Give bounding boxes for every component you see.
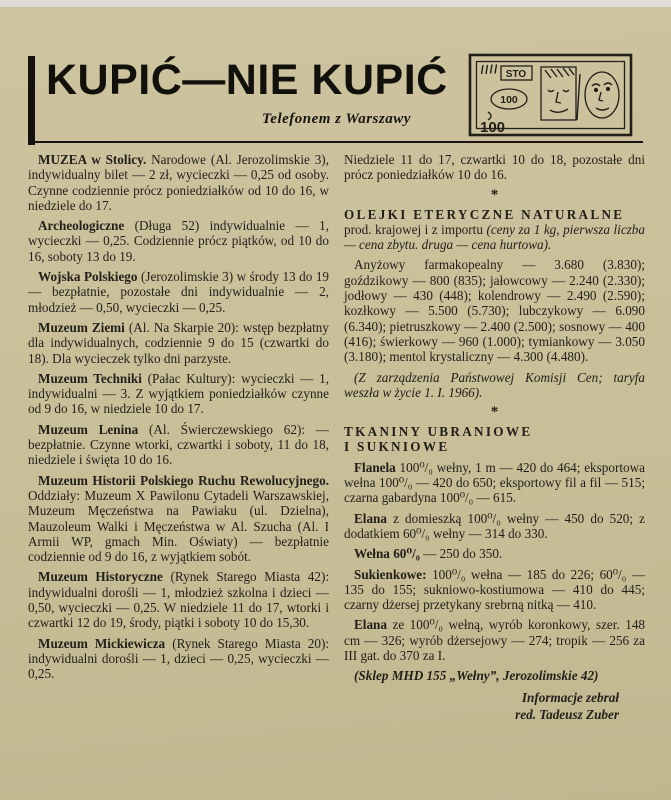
fabric-paragraph: [344, 567, 645, 613]
credits-block: [344, 689, 645, 723]
oils-intro-paragraph: [344, 207, 645, 253]
museums-paragraph: [28, 269, 329, 315]
paragraph-text: Oddziały: Muzeum X Pawilonu Cytadeli Warszawskiej, Muzeum Męczeństwa na Pawiaku (ul. Dzielna), Mauzoleum Walki i Męczeństwa w Al. Szucha (Al. I Armii WP, gmach Min. Oświaty) — bezpłatnie codziennie od 9 do 16, z wyjątkiem sobót.: [28, 487, 329, 565]
paragraph-lead: Flanela: [354, 459, 396, 475]
museums-paragraph: [28, 218, 329, 264]
stamp-face-right-outline: [585, 72, 619, 118]
paragraph-text: ze 100⁰/₀ wełną, wyrób koronkowy, szer. 148 cm — 326; wyrób dżersejowy — 274; tropik — 256 za III gat. do 370 za I.: [344, 617, 646, 664]
stamp-sto-label: STO: [505, 69, 527, 80]
header-divider: [28, 141, 643, 143]
paragraph-text: Narodowe (Al. Jerozolimskie 3), indywidualny bilet — 2 zł, wycieczki — 0,25 od osoby. Czynne codziennie prócz poniedziałków od 10 do 16, w niedziele do 17.: [28, 152, 329, 213]
paragraph-lead: Elana: [354, 510, 387, 526]
paragraph-text: 100⁰/₀ wełna — 185 do 226; 60⁰/₀ — 135 do 155; sukniowo-kostiumowa — 410 do 445; czarny dżersej przetykany srebrną nitką — 410.: [344, 566, 646, 613]
stamp-100-oval-label: 100: [500, 94, 518, 106]
paragraph-lead: MUZEA w Stolicy.: [38, 152, 147, 167]
museums-paragraph: [28, 473, 329, 565]
paragraph-text: (Jerozolimskie 3) w środy 13 do 19 — bezpłatnie, pozostałe dni indywidualnie — 2, młodzież — 0,50, wycieczki — 0,25.: [28, 269, 330, 315]
shop-note: (Sklep MHD 155 „Wełny”, Jerozolimskie 42): [354, 668, 599, 684]
credits-line1: Informacje zebrał: [521, 689, 619, 705]
paragraph-text: — 250 do 350.: [423, 546, 503, 562]
museums-paragraph: [28, 152, 329, 213]
paragraph-lead: Elana: [354, 617, 387, 633]
fabrics-heading-line2: I SUKNIOWE: [344, 439, 450, 455]
page-subtitle: Telefonem z Warszawy: [262, 111, 411, 127]
paragraph-text: (Długa 52) indywidualnie — 1, wycieczki — 0,25. Codziennie prócz piątków, od 10 do 16, soboty 13 do 19.: [28, 218, 329, 264]
stamp-100-corner-label: 100: [480, 119, 506, 136]
paragraph-lead: Wełna 60⁰/₀: [354, 546, 420, 562]
oils-intro-note: (ceny za 1 kg, pierwsza liczba — cena zbytu. druga — cena hurtowa).: [344, 221, 645, 253]
fabrics-heading-block: [344, 424, 645, 455]
title-accent-bar: [28, 56, 35, 145]
oils-heading: OLEJKI ETERYCZNE NATURALNE: [344, 206, 625, 222]
fabric-paragraph: [344, 617, 645, 663]
asterisk-separator: *: [490, 186, 499, 203]
page-title: KUPIĆ—NIE KUPIĆ: [46, 56, 448, 104]
paragraph-lead: Muzeum Mickiewicza: [38, 635, 166, 651]
fabrics-heading-line1: TKANINY UBRANIOWE: [344, 424, 533, 440]
paragraph-text: (Al. Na Skarpie 20): wstęp bezpłatny dla indywidualnych, codziennie 9 do 15 (czwartki do 18). Dla wycieczek tylko dni parzyste.: [28, 319, 329, 366]
paragraph-text: (Rynek Starego Miasta 42): indywidualni dorośli — 1, młodzież szkolna i dzieci — 0,50, wycieczki — 0,25. W niedziele 11 do 17, wtorki i czwartki 12 do 19, środy, piątki i soboty 10 do 15,30.: [28, 569, 330, 631]
museums-paragraph: [28, 569, 329, 630]
paragraph-lead: Muzeum Lenina: [38, 421, 139, 437]
paragraph-lead: Archeologiczne: [38, 218, 125, 234]
paragraph-lead: Muzeum Historii Polskiego Ruchu Rewolucyjnego.: [38, 472, 329, 488]
oils-prices-paragraph: Anyżowy farmakopealny — 3.680 (3.830); goździkowy — 800 (835); jałowcowy — 2.240 (2.330); jodłowy — 430 (448); kolendrowy — 2.490 (2.590); kozłkowy — 5.500 (5.730); lubczykowy — 6.090 (6.340); pietruszkowy — 2.400 (2.500); sosnowy — 400 (416); świerkowy — 960 (1.000); tymiankowy — 3.050 (3.180); mentol krystaliczny — 4.300 (4.480).: [344, 257, 645, 365]
oils-regulation-note: (Z zarządzenia Państwowej Komisji Cen; taryfa weszła w życie 1. I. 1966).: [344, 369, 645, 400]
right-column: [344, 152, 645, 723]
paragraph-text: (Al. Świerczewskiego 62): — bezpłatnie. Czynne wtorki, czwartki i soboty, 11 do 18, niedziele i święta 10 do 16.: [28, 421, 329, 468]
paragraph-lead: Muzeum Historyczne: [38, 569, 163, 585]
fabric-paragraph: [344, 546, 645, 561]
museums-paragraph: [28, 422, 329, 468]
scanned-newspaper-page: [0, 7, 671, 800]
museums-paragraph: [28, 636, 329, 682]
left-column: [28, 152, 329, 723]
oils-intro-text: prod. krajowej i z importu: [344, 221, 483, 237]
article-body: [28, 152, 645, 723]
paragraph-lead: Muzeum Ziemi: [38, 319, 125, 335]
paragraph-lead: Wojska Polskiego: [38, 269, 138, 285]
paragraph-text: 100⁰/₀ wełny, 1 m — 420 do 464; eksportowa wełna 100⁰/₀ — 420 do 650; eksportowy fil a fil — 515; czarna gabardyna 100⁰/₀ — 615.: [344, 459, 645, 506]
museums-paragraph: [28, 320, 329, 366]
museums-paragraph: [28, 371, 329, 417]
stamp-illustration: [468, 52, 634, 138]
continuation-paragraph: Niedziele 11 do 17, czwartki 10 do 18, pozostałe dni prócz poniedziałków 10 do 16.: [344, 152, 645, 183]
paragraph-text: (Pałac Kultury): wycieczki — 1, indywidualni — 3. Z wyjątkiem poniedziałków czynne od 9 do 16, w niedziele 10 do 17.: [28, 370, 330, 417]
asterisk-separator: *: [490, 404, 499, 421]
paragraph-lead: Muzeum Techniki: [38, 370, 142, 386]
paragraph-text: (Rynek Starego Miasta 20): indywidualni dorośli — 1, dzieci — 0,25, wycieczki — 0,25.: [28, 635, 329, 682]
paragraph-lead: Sukienkowe:: [354, 566, 427, 582]
fabric-paragraph: [344, 460, 645, 506]
credits-line2: red. Tadeusz Zuber: [515, 706, 619, 722]
paragraph-text: z domieszką 100⁰/₀ wełny — 450 do 520; z dodatkiem 60⁰/₀ wełny — 314 do 330.: [344, 510, 646, 541]
fabric-paragraph: [344, 511, 645, 542]
